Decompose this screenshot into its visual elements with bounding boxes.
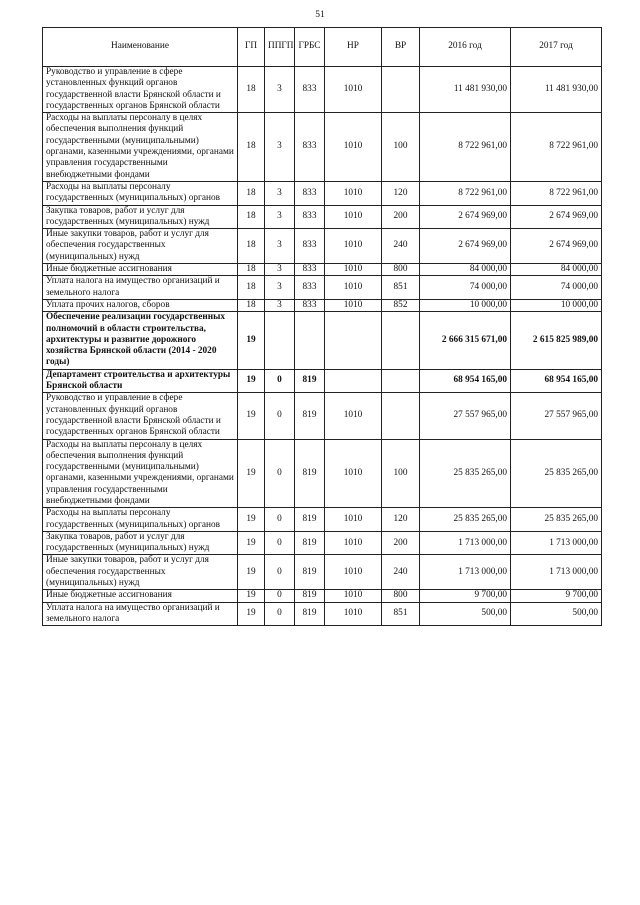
col-header-pgp: ППГП — [265, 28, 295, 67]
table-row — [43, 299, 602, 311]
table-row — [43, 67, 602, 113]
cell-name: Иные бюджетные ассигнования — [43, 264, 238, 276]
cell-name: Департамент строительства и архитектуры Брянской области — [43, 369, 238, 393]
cell-name: Руководство и управление в сфере установленных функций органов государственной власти Брянской области и государственных органов Брянской области — [43, 67, 238, 113]
col-header-vr: ВР — [382, 28, 420, 67]
cell-2016: 1 713 000,00 — [420, 555, 511, 590]
table-row — [43, 113, 602, 182]
cell-nr: 1010 — [325, 205, 382, 229]
cell-2016: 2 674 969,00 — [420, 229, 511, 264]
cell-2017: 84 000,00 — [511, 264, 602, 276]
cell-gp: 19 — [238, 555, 265, 590]
cell-pgp: 3 — [265, 205, 295, 229]
cell-grbs: 819 — [295, 508, 325, 532]
cell-2017: 25 835 265,00 — [511, 508, 602, 532]
cell-grbs: 833 — [295, 264, 325, 276]
cell-2016: 25 835 265,00 — [420, 508, 511, 532]
cell-2016: 11 481 930,00 — [420, 67, 511, 113]
budget-table — [42, 27, 602, 626]
cell-2016: 8 722 961,00 — [420, 181, 511, 205]
cell-name: Расходы на выплаты персоналу в целях обеспечения выполнения функций государственными (муниципальными) органами, казенными учреждениями, органами управления государственными внебюджетными фондами — [43, 113, 238, 182]
cell-pgp — [265, 312, 295, 369]
cell-gp: 18 — [238, 67, 265, 113]
cell-2016: 1 713 000,00 — [420, 531, 511, 555]
cell-2017: 68 954 165,00 — [511, 369, 602, 393]
cell-nr: 1010 — [325, 393, 382, 439]
cell-pgp: 3 — [265, 181, 295, 205]
cell-gp: 18 — [238, 181, 265, 205]
cell-name: Иные бюджетные ассигнования — [43, 590, 238, 602]
cell-pgp: 0 — [265, 531, 295, 555]
cell-gp: 18 — [238, 113, 265, 182]
cell-grbs: 833 — [295, 113, 325, 182]
cell-2017: 2 674 969,00 — [511, 205, 602, 229]
cell-2017: 9 700,00 — [511, 590, 602, 602]
table-row — [43, 369, 602, 393]
cell-2017: 500,00 — [511, 602, 602, 626]
cell-vr: 240 — [382, 229, 420, 264]
cell-name: Расходы на выплаты персоналу государственных (муниципальных) органов — [43, 508, 238, 532]
cell-nr — [325, 369, 382, 393]
cell-gp: 18 — [238, 205, 265, 229]
cell-grbs: 833 — [295, 205, 325, 229]
cell-pgp: 3 — [265, 229, 295, 264]
cell-nr: 1010 — [325, 229, 382, 264]
cell-gp: 18 — [238, 264, 265, 276]
cell-grbs: 819 — [295, 393, 325, 439]
table-row — [43, 531, 602, 555]
cell-pgp: 3 — [265, 276, 295, 300]
cell-nr: 1010 — [325, 299, 382, 311]
cell-vr: 800 — [382, 590, 420, 602]
table-header-row — [43, 28, 602, 67]
cell-pgp: 0 — [265, 590, 295, 602]
cell-name: Закупка товаров, работ и услуг для государственных (муниципальных) нужд — [43, 205, 238, 229]
table-row — [43, 181, 602, 205]
cell-vr: 200 — [382, 531, 420, 555]
cell-vr: 240 — [382, 555, 420, 590]
cell-gp: 19 — [238, 312, 265, 369]
cell-nr: 1010 — [325, 439, 382, 508]
cell-grbs: 819 — [295, 602, 325, 626]
cell-nr: 1010 — [325, 508, 382, 532]
cell-name: Иные закупки товаров, работ и услуг для обеспечения государственных (муниципальных) нужд — [43, 229, 238, 264]
table-body — [43, 67, 602, 626]
cell-2017: 25 835 265,00 — [511, 439, 602, 508]
cell-gp: 19 — [238, 531, 265, 555]
cell-grbs — [295, 312, 325, 369]
cell-pgp: 0 — [265, 439, 295, 508]
cell-vr: 120 — [382, 508, 420, 532]
cell-vr: 120 — [382, 181, 420, 205]
cell-vr: 852 — [382, 299, 420, 311]
col-header-gp: ГП — [238, 28, 265, 67]
cell-2016: 10 000,00 — [420, 299, 511, 311]
cell-grbs: 833 — [295, 276, 325, 300]
table-row — [43, 602, 602, 626]
cell-2017: 10 000,00 — [511, 299, 602, 311]
cell-grbs: 833 — [295, 229, 325, 264]
cell-name: Закупка товаров, работ и услуг для государственных (муниципальных) нужд — [43, 531, 238, 555]
cell-grbs: 819 — [295, 590, 325, 602]
cell-name: Обеспечение реализации государственных полномочий в области строительства, архитектуры и развитие дорожного хозяйства Брянской области (2014 - 2020 годы) — [43, 312, 238, 369]
cell-nr: 1010 — [325, 590, 382, 602]
cell-nr: 1010 — [325, 264, 382, 276]
cell-2016: 74 000,00 — [420, 276, 511, 300]
cell-nr — [325, 312, 382, 369]
col-header-grbs: ГРБС — [295, 28, 325, 67]
cell-grbs: 819 — [295, 369, 325, 393]
cell-2017: 1 713 000,00 — [511, 555, 602, 590]
cell-gp: 19 — [238, 602, 265, 626]
cell-vr: 200 — [382, 205, 420, 229]
cell-vr — [382, 312, 420, 369]
cell-vr: 851 — [382, 276, 420, 300]
cell-gp: 18 — [238, 229, 265, 264]
cell-grbs: 819 — [295, 555, 325, 590]
cell-grbs: 833 — [295, 67, 325, 113]
cell-grbs: 819 — [295, 439, 325, 508]
cell-vr: 100 — [382, 113, 420, 182]
cell-gp: 19 — [238, 590, 265, 602]
cell-2016: 500,00 — [420, 602, 511, 626]
cell-pgp: 3 — [265, 264, 295, 276]
cell-2017: 2 615 825 989,00 — [511, 312, 602, 369]
cell-name: Расходы на выплаты персоналу государственных (муниципальных) органов — [43, 181, 238, 205]
cell-2016: 84 000,00 — [420, 264, 511, 276]
cell-nr: 1010 — [325, 181, 382, 205]
table-row — [43, 508, 602, 532]
table-row — [43, 393, 602, 439]
cell-2017: 8 722 961,00 — [511, 181, 602, 205]
cell-nr: 1010 — [325, 531, 382, 555]
cell-name: Расходы на выплаты персоналу в целях обеспечения выполнения функций государственными (муниципальными) органами, казенными учреждениями, органами управления государственными внебюджетными фондами — [43, 439, 238, 508]
cell-vr — [382, 393, 420, 439]
page-number: 51 — [315, 10, 325, 20]
cell-gp: 18 — [238, 299, 265, 311]
table-row — [43, 229, 602, 264]
table-row — [43, 555, 602, 590]
cell-2017: 1 713 000,00 — [511, 531, 602, 555]
cell-2017: 2 674 969,00 — [511, 229, 602, 264]
cell-name: Уплата налога на имущество организаций и земельного налога — [43, 602, 238, 626]
cell-2016: 9 700,00 — [420, 590, 511, 602]
table-row — [43, 312, 602, 369]
cell-2016: 27 557 965,00 — [420, 393, 511, 439]
cell-nr: 1010 — [325, 276, 382, 300]
col-header-2016: 2016 год — [420, 28, 511, 67]
cell-gp: 19 — [238, 369, 265, 393]
cell-pgp: 3 — [265, 67, 295, 113]
cell-2016: 68 954 165,00 — [420, 369, 511, 393]
cell-vr: 851 — [382, 602, 420, 626]
cell-vr — [382, 369, 420, 393]
cell-vr: 800 — [382, 264, 420, 276]
cell-2017: 11 481 930,00 — [511, 67, 602, 113]
cell-2017: 74 000,00 — [511, 276, 602, 300]
cell-grbs: 833 — [295, 299, 325, 311]
cell-2016: 2 674 969,00 — [420, 205, 511, 229]
col-header-name: Наименование — [43, 28, 238, 67]
col-header-2017: 2017 год — [511, 28, 602, 67]
cell-name: Руководство и управление в сфере установленных функций органов государственной власти Брянской области и государственных органов Брянской области — [43, 393, 238, 439]
cell-nr: 1010 — [325, 555, 382, 590]
cell-grbs: 819 — [295, 531, 325, 555]
cell-2017: 8 722 961,00 — [511, 113, 602, 182]
cell-gp: 19 — [238, 393, 265, 439]
cell-2016: 25 835 265,00 — [420, 439, 511, 508]
cell-vr — [382, 67, 420, 113]
cell-grbs: 833 — [295, 181, 325, 205]
cell-pgp: 0 — [265, 602, 295, 626]
cell-gp: 19 — [238, 508, 265, 532]
cell-2017: 27 557 965,00 — [511, 393, 602, 439]
cell-pgp: 3 — [265, 299, 295, 311]
cell-nr: 1010 — [325, 67, 382, 113]
table-row — [43, 205, 602, 229]
cell-gp: 19 — [238, 439, 265, 508]
cell-vr: 100 — [382, 439, 420, 508]
cell-2016: 2 666 315 671,00 — [420, 312, 511, 369]
cell-gp: 18 — [238, 276, 265, 300]
cell-name: Уплата прочих налогов, сборов — [43, 299, 238, 311]
cell-pgp: 0 — [265, 508, 295, 532]
table-row — [43, 276, 602, 300]
cell-nr: 1010 — [325, 602, 382, 626]
cell-pgp: 0 — [265, 369, 295, 393]
cell-name: Иные закупки товаров, работ и услуг для обеспечения государственных (муниципальных) нужд — [43, 555, 238, 590]
table-row — [43, 264, 602, 276]
cell-pgp: 0 — [265, 555, 295, 590]
table-row — [43, 590, 602, 602]
cell-pgp: 0 — [265, 393, 295, 439]
col-header-nr: НР — [325, 28, 382, 67]
table-row — [43, 439, 602, 508]
cell-pgp: 3 — [265, 113, 295, 182]
cell-name: Уплата налога на имущество организаций и земельного налога — [43, 276, 238, 300]
cell-2016: 8 722 961,00 — [420, 113, 511, 182]
cell-nr: 1010 — [325, 113, 382, 182]
